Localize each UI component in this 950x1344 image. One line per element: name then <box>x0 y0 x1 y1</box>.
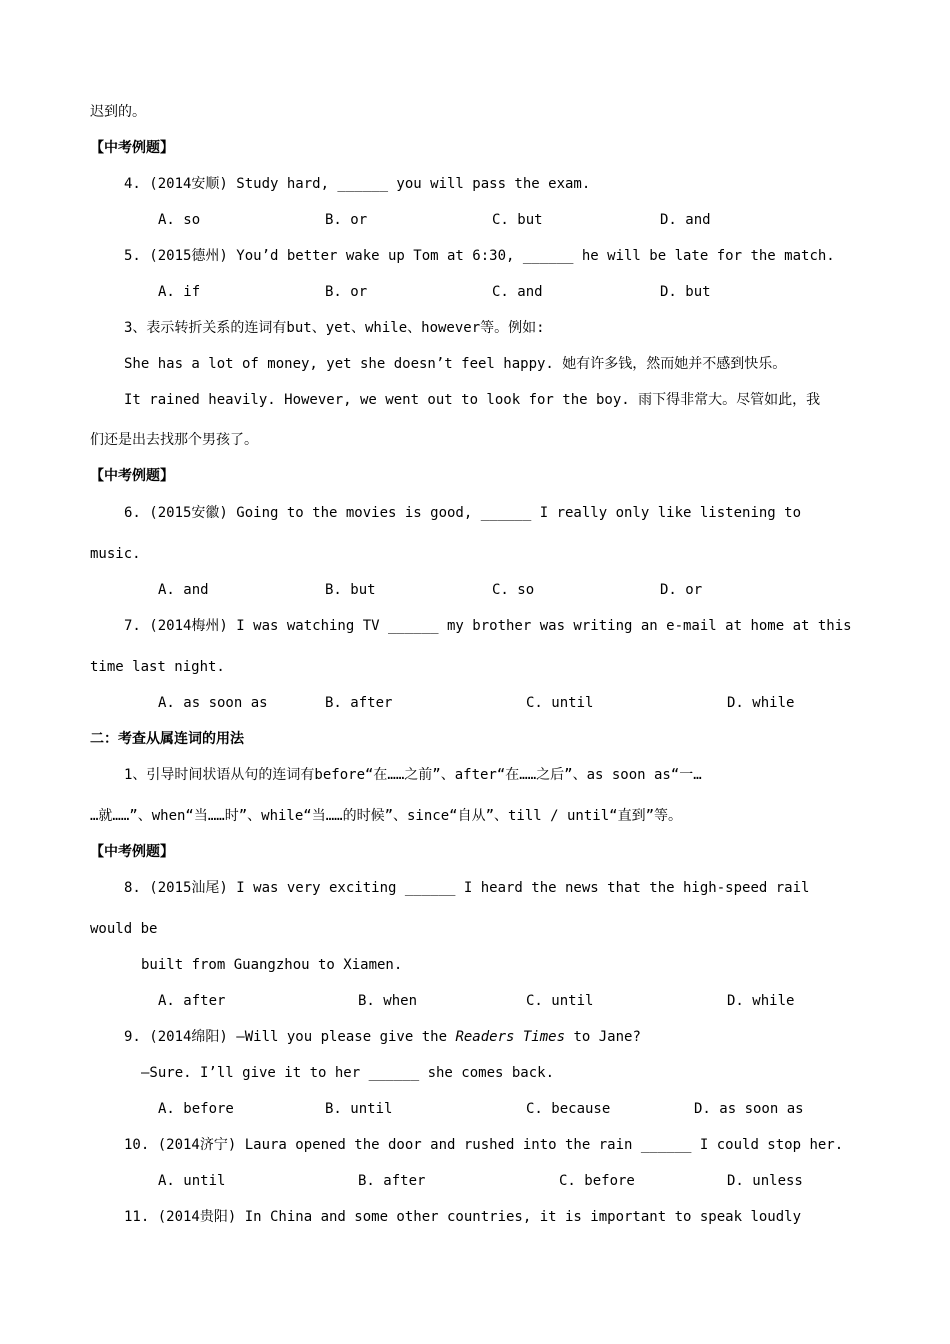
rule-paragraph-3: 3、表示转折关系的连词有but、yet、while、however等。例如: <box>124 320 545 336</box>
option-b: B. but <box>325 582 376 598</box>
question-6: 6. (2015安徽) Going to the movies is good, ______ I really only like listening to <box>124 505 802 521</box>
question-6-continued: music. <box>90 546 141 562</box>
question-8: 8. (2015汕尾) I was very exciting ______ I heard the news that the high-speed rail <box>124 880 810 896</box>
option-c: C. but <box>492 212 543 228</box>
question-8-continued-2: built from Guangzhou to Xiamen. <box>141 957 403 973</box>
option-b: B. after <box>325 695 393 711</box>
rule-paragraph-1-continued: …就……”、when“当……时”、while“当……的时候”、since“自从”、till / until“直到”等。 <box>90 808 683 824</box>
example-sentence-2: It rained heavily. However, we went out to look for the boy. 雨下得非常大。尽管如此，我 <box>124 392 821 408</box>
question-9-text: 9. (2014绵阳) —Will you please give the <box>124 1029 456 1045</box>
question-10: 10. (2014济宁) Laura opened the door and rushed into the rain ______ I could stop her. <box>124 1137 844 1153</box>
option-b: B. or <box>325 284 368 300</box>
option-a: A. after <box>158 993 226 1009</box>
option-a: A. and <box>158 582 209 598</box>
rule-paragraph-1: 1、引导时间状语从句的连词有before“在……之前”、after“在……之后”、as soon as“一… <box>124 767 702 783</box>
option-b: B. until <box>325 1101 393 1117</box>
section-heading-examples: 【中考例题】 <box>90 468 174 484</box>
section-heading-examples: 【中考例题】 <box>90 140 174 156</box>
option-c: C. until <box>526 695 594 711</box>
option-c: C. before <box>559 1173 635 1189</box>
option-d: D. while <box>727 695 795 711</box>
question-4: 4. (2014安顺) Study hard, ______ you will pass the exam. <box>124 176 591 192</box>
option-d: D. as soon as <box>694 1101 804 1117</box>
option-d: D. while <box>727 993 795 1009</box>
option-a: A. before <box>158 1101 234 1117</box>
example-sentence-2-continued: 们还是出去找那个男孩了。 <box>90 432 258 448</box>
option-a: A. as soon as <box>158 695 268 711</box>
question-7-continued: time last night. <box>90 659 225 675</box>
question-11: 11. (2014贵阳) In China and some other countries, it is important to speak loudly <box>124 1209 802 1225</box>
option-c: C. because <box>526 1101 611 1117</box>
option-d: D. and <box>660 212 711 228</box>
option-b: B. after <box>358 1173 426 1189</box>
option-c: C. and <box>492 284 543 300</box>
question-9 <box>124 1027 641 1047</box>
option-d: D. or <box>660 582 703 598</box>
question-9-response: —Sure. I’ll give it to her ______ she comes back. <box>141 1065 555 1081</box>
section-heading-examples: 【中考例题】 <box>90 844 174 860</box>
option-c: C. so <box>492 582 535 598</box>
question-5: 5. (2015德州) You’d better wake up Tom at 6:30, ______ he will be late for the match. <box>124 248 835 264</box>
option-a: A. so <box>158 212 201 228</box>
option-a: A. until <box>158 1173 226 1189</box>
option-b: B. when <box>358 993 418 1009</box>
question-9-text-end: to Jane? <box>565 1029 641 1045</box>
paragraph-continuation: 迟到的。 <box>90 104 146 120</box>
option-b: B. or <box>325 212 368 228</box>
section-heading-subordinate-conjunctions: 二：考查从属连词的用法 <box>90 731 244 747</box>
option-a: A. if <box>158 284 201 300</box>
option-d: D. unless <box>727 1173 803 1189</box>
question-7: 7. (2014梅州) I was watching TV ______ my brother was writing an e-mail at home at this <box>124 618 852 634</box>
question-9-title: Readers Times <box>455 1029 566 1045</box>
option-c: C. until <box>526 993 594 1009</box>
option-d: D. but <box>660 284 711 300</box>
question-8-continued: would be <box>90 921 158 937</box>
example-sentence-1: She has a lot of money, yet she doesn’t feel happy. 她有许多钱，然而她并不感到快乐。 <box>124 356 787 372</box>
